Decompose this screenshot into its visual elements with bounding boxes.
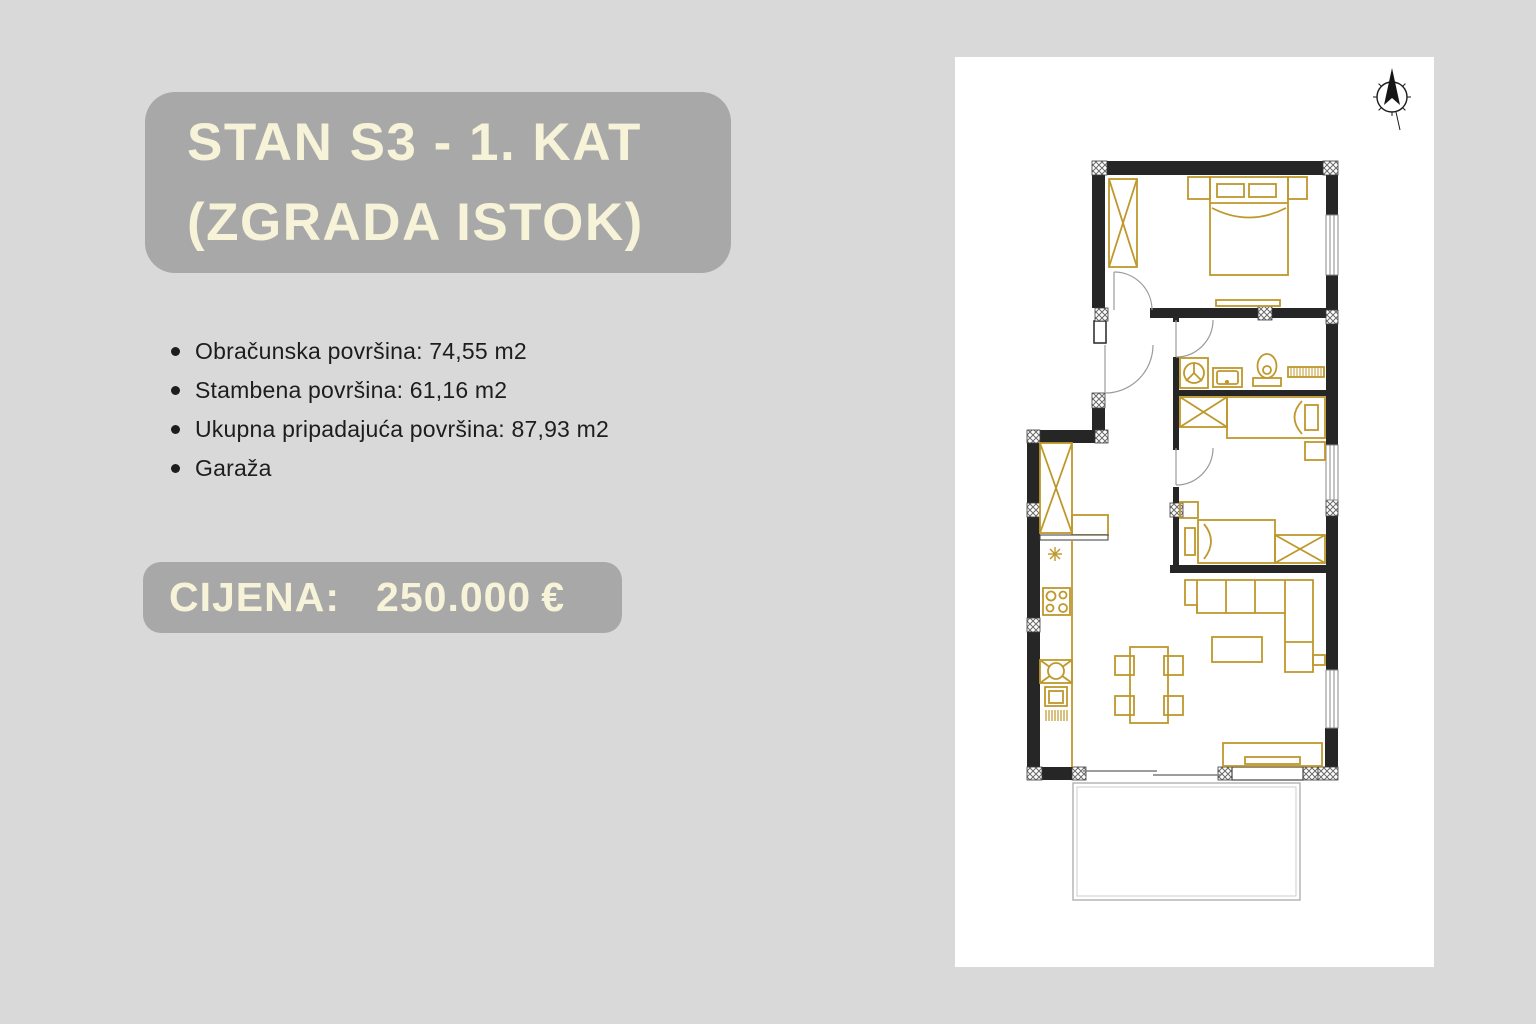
dishwasher-icon bbox=[1045, 687, 1067, 706]
wardrobe-icon bbox=[1109, 179, 1137, 267]
door-arcs bbox=[1105, 272, 1213, 485]
toilet-icon bbox=[1253, 354, 1281, 386]
title-line-1: STAN S3 - 1. KAT bbox=[187, 112, 642, 172]
bathroom-door-arc bbox=[1176, 320, 1213, 357]
bedroom-door-arc bbox=[1114, 272, 1152, 310]
terrace-outline bbox=[1073, 783, 1300, 900]
nightstand-icon bbox=[1188, 177, 1210, 199]
euro-sign: € bbox=[541, 574, 566, 620]
bathroom-cabinet-icon bbox=[1213, 368, 1242, 387]
window bbox=[1326, 445, 1338, 500]
feature-item-total-area: Ukupna pripadajuća površina: 87,93 m2 bbox=[168, 416, 768, 443]
counter-edge bbox=[1040, 535, 1108, 540]
entry-door-arc bbox=[1105, 345, 1153, 393]
terrace-door-window bbox=[1083, 767, 1303, 780]
nightstand-icon bbox=[1305, 442, 1325, 460]
price-label: CIJENA: bbox=[169, 574, 341, 620]
north-compass-icon bbox=[1373, 68, 1411, 130]
kitchen-counter-icon bbox=[1072, 515, 1108, 535]
extractor-icon bbox=[1048, 547, 1062, 561]
chair-icon bbox=[1115, 656, 1134, 675]
washbasin-icon bbox=[1180, 358, 1208, 388]
chair-icon bbox=[1115, 696, 1134, 715]
fridge-cabinet-icon bbox=[1040, 443, 1072, 533]
window bbox=[1326, 670, 1338, 728]
furniture bbox=[1040, 177, 1325, 767]
radiator-icon bbox=[1046, 710, 1067, 721]
floorplan-panel bbox=[955, 57, 1434, 967]
floor-plan-svg bbox=[955, 57, 1434, 967]
single-bed-icon bbox=[1185, 520, 1275, 563]
price-amount: 250.000 bbox=[376, 574, 532, 620]
coffee-table-icon bbox=[1212, 637, 1262, 662]
wardrobe-icon bbox=[1180, 397, 1227, 427]
features-list bbox=[168, 338, 768, 494]
title-card bbox=[145, 92, 731, 273]
kids-room-door-arc bbox=[1176, 448, 1213, 485]
price-card bbox=[143, 562, 622, 633]
double-bed-icon bbox=[1210, 177, 1288, 275]
feature-item-living-area: Stambena površina: 61,16 m2 bbox=[168, 377, 768, 404]
single-bed-icon bbox=[1227, 397, 1325, 438]
wardrobe-icon bbox=[1275, 535, 1325, 563]
chair-icon bbox=[1164, 696, 1183, 715]
title-line-2: (ZGRADA ISTOK) bbox=[187, 192, 644, 252]
dining-table-icon bbox=[1115, 647, 1183, 723]
kitchen-sink-icon bbox=[1040, 660, 1072, 683]
window bbox=[1326, 215, 1338, 275]
wall-hatch-blocks bbox=[1027, 161, 1338, 780]
feature-item-area: Obračunska površina: 74,55 m2 bbox=[168, 338, 768, 365]
tv-bench-icon bbox=[1223, 743, 1322, 766]
chair-icon bbox=[1164, 656, 1183, 675]
stove-icon bbox=[1043, 588, 1070, 615]
walls bbox=[1027, 161, 1338, 780]
feature-item-garage: Garaža bbox=[168, 455, 768, 482]
dresser-icon bbox=[1216, 300, 1280, 306]
sofa-icon bbox=[1185, 580, 1325, 672]
radiator-icon bbox=[1288, 367, 1324, 377]
nightstand-icon bbox=[1288, 177, 1307, 199]
